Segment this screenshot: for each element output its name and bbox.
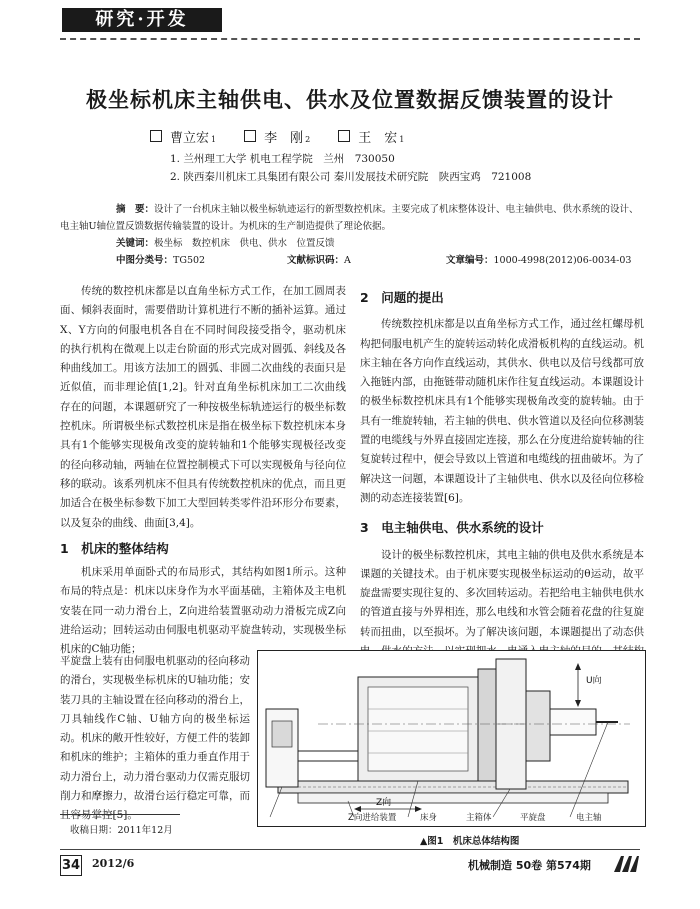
- keywords: 关键词：极坐标 数控机床 供电、供水 位置反馈: [116, 238, 335, 249]
- author-list: [150, 127, 610, 146]
- intro-paragraph: 传统的数控机床都是以直角坐标方式工作，在加工圆周表面、倾斜表面时，需要借助计算机进行不断的插补运算。通过X、Y方向的伺服电机各自在不同时间段接受指令，驱动机床的执行机构在微观上以走台阶面的形式完成对圆弧、斜线及各种曲线加工。用该方法加工的圆弧、非圆二次曲线的表面只是近似值，而非理论值[1,2]。针对直角坐标机床加工二次曲线存在的问题，本课题研究了一种按极坐标轨迹运行的极坐标数控机床。所谓极坐标式数控机床是指在极坐标下数控机床本身具有1个能够实现极角改变的旋转轴和1个能够实现极径改变的径向移动轴，两轴在位置控制模式下可以实现极角与径向位移的联动。该系列机床不但具有传统数控机床的优点，而且更加适合在极坐标参数下加工大型回转类零件沿环形分布要素，以及复杂的曲线、曲面[3,4]。: [60, 285, 346, 529]
- document-code: 文献标识码：A: [287, 255, 351, 266]
- label-z-feed: Z向进给装置: [348, 813, 397, 823]
- figure-caption: ▲图1 机床总体结构图: [420, 836, 520, 847]
- footnote-rule: [60, 814, 180, 815]
- section3-paragraph: 设计的极坐标数控机床，其电主轴的供电及供水系统是本课题的关键技术。由于机床要实现极坐标运动的θ运动，故平旋盘需要实现往复的、多次回转运动。若把给电主轴供电供水的管道直接与外界相连，那么电线和水管会随着花盘的往复旋转而扭曲，以至损坏。为了解决该问题，本课题提出了动态供: [360, 548, 644, 638]
- label-faceplate: 平旋盘: [520, 813, 546, 823]
- author-marker-icon: [244, 130, 256, 142]
- article-number: 文章编号：1000-4998(2012)06-0034-03: [446, 255, 632, 266]
- journal-name: 机械制造 50卷 第574期: [468, 859, 591, 872]
- abstract: [60, 201, 640, 235]
- received-date: 收稿日期：2011年12月: [70, 825, 173, 836]
- section-heading: 1 机床的整体结构: [60, 540, 169, 556]
- header-rule: [60, 38, 640, 40]
- affiliation: 1. 兰州理工大学 机电工程学院 兰州 730050: [170, 153, 395, 165]
- journal-logo-icon: [612, 852, 640, 874]
- footer-rule: [60, 849, 640, 850]
- section1-paragraph: 机床采用单面卧式的布局形式，其结构如图1所示。这种布局的特点是：机床以床身作为水平面基础，主箱体及主电机安装在同一动力滑台上，Z向进给装置驱动动力滑板完成Z向进给运动；回转运动由伺服电机驱动平旋盘转动，实现极坐标机床的C轴功能；: [60, 566, 346, 656]
- label-spindle: 电主轴: [576, 813, 602, 823]
- section-label: 研究·开发: [62, 8, 222, 32]
- section-heading: 3 电主轴供电、供水系统的设计: [360, 520, 544, 536]
- section1-paragraph-continued: 平旋盘上装有由伺服电机驱动的径向移动的滑台，实现极坐标机床的U轴功能；安装刀具的主轴设置在径向移动的滑台上，刀具轴线作C轴、U轴方向的极坐标运动。机床的敞开性较好，方便工件的装卸和机床的维护；主箱体的重力垂直作用于动力滑台上，动力滑台驱动力仅需克服切削力和摩擦力，故滑台运行稳定可靠，而且容易掌控[5]。: [60, 655, 250, 822]
- author: 王 宏 $_1$: [338, 127, 404, 146]
- paper-title: 极坐标机床主轴供电、供水及位置数据反馈装置的设计: [86, 87, 614, 112]
- abstract-text: 设计了一台机床主轴以极坐标轨迹运行的新型数控机床。主要完成了机床整体设计、电主轴供电、供水系统的设计、电主轴U轴位置反馈数据传输装置的设计。为机床的生产制造提供了理论依据。: [60, 204, 639, 232]
- page-number: 34: [60, 855, 82, 876]
- clc-number: 中图分类号：TG502: [116, 255, 206, 266]
- u-axis-label: U向: [586, 676, 602, 686]
- right-column: [360, 288, 644, 681]
- section-heading: 2 问题的提出: [360, 290, 444, 305]
- figure-1: [257, 650, 646, 827]
- abstract-label: 摘 要：: [116, 204, 155, 215]
- left-column: [60, 282, 346, 660]
- label-bed: 床身: [420, 813, 438, 823]
- author: 曹立宏 $_1$: [150, 127, 216, 146]
- z-axis-label: Z向: [376, 798, 392, 808]
- section2-paragraph: 传统数控机床都是以直角坐标方式工作，通过丝杠螺母机构把伺服电机产生的旋转运动转化成滑板机构的直线运动。机床主轴在各方向作直线运动，其供水、供电以及信号线都可放入拖链内部，由拖链带动随机床作往复直线运动。本课题设计的极坐标数控机床具有1个能够实现极角改变的旋转轴。由于具有一维旋转轴，若主轴的供电、供水管道以及径向位移测装置的电缆线与外界直接固定连接，那么在分度进给旋转轴的往复旋转过程中，便会导致以上管道和电缆线的扭曲破坏。为了解决这一问题，本课题设计了主轴供电、供水以及径向位移检测的动态连接装置[6]。: [360, 318, 644, 504]
- affiliation: 2. 陕西秦川机床工具集团有限公司 秦川发展技术研究院 陕西宝鸡 721008: [170, 171, 532, 183]
- label-headstock: 主箱体: [466, 813, 492, 823]
- issue-date: 2012/6: [92, 857, 135, 870]
- machine-structure-drawing: [258, 651, 645, 826]
- author: 李 刚 $_2$: [244, 127, 310, 146]
- author-marker-icon: [150, 130, 162, 142]
- author-marker-icon: [338, 130, 350, 142]
